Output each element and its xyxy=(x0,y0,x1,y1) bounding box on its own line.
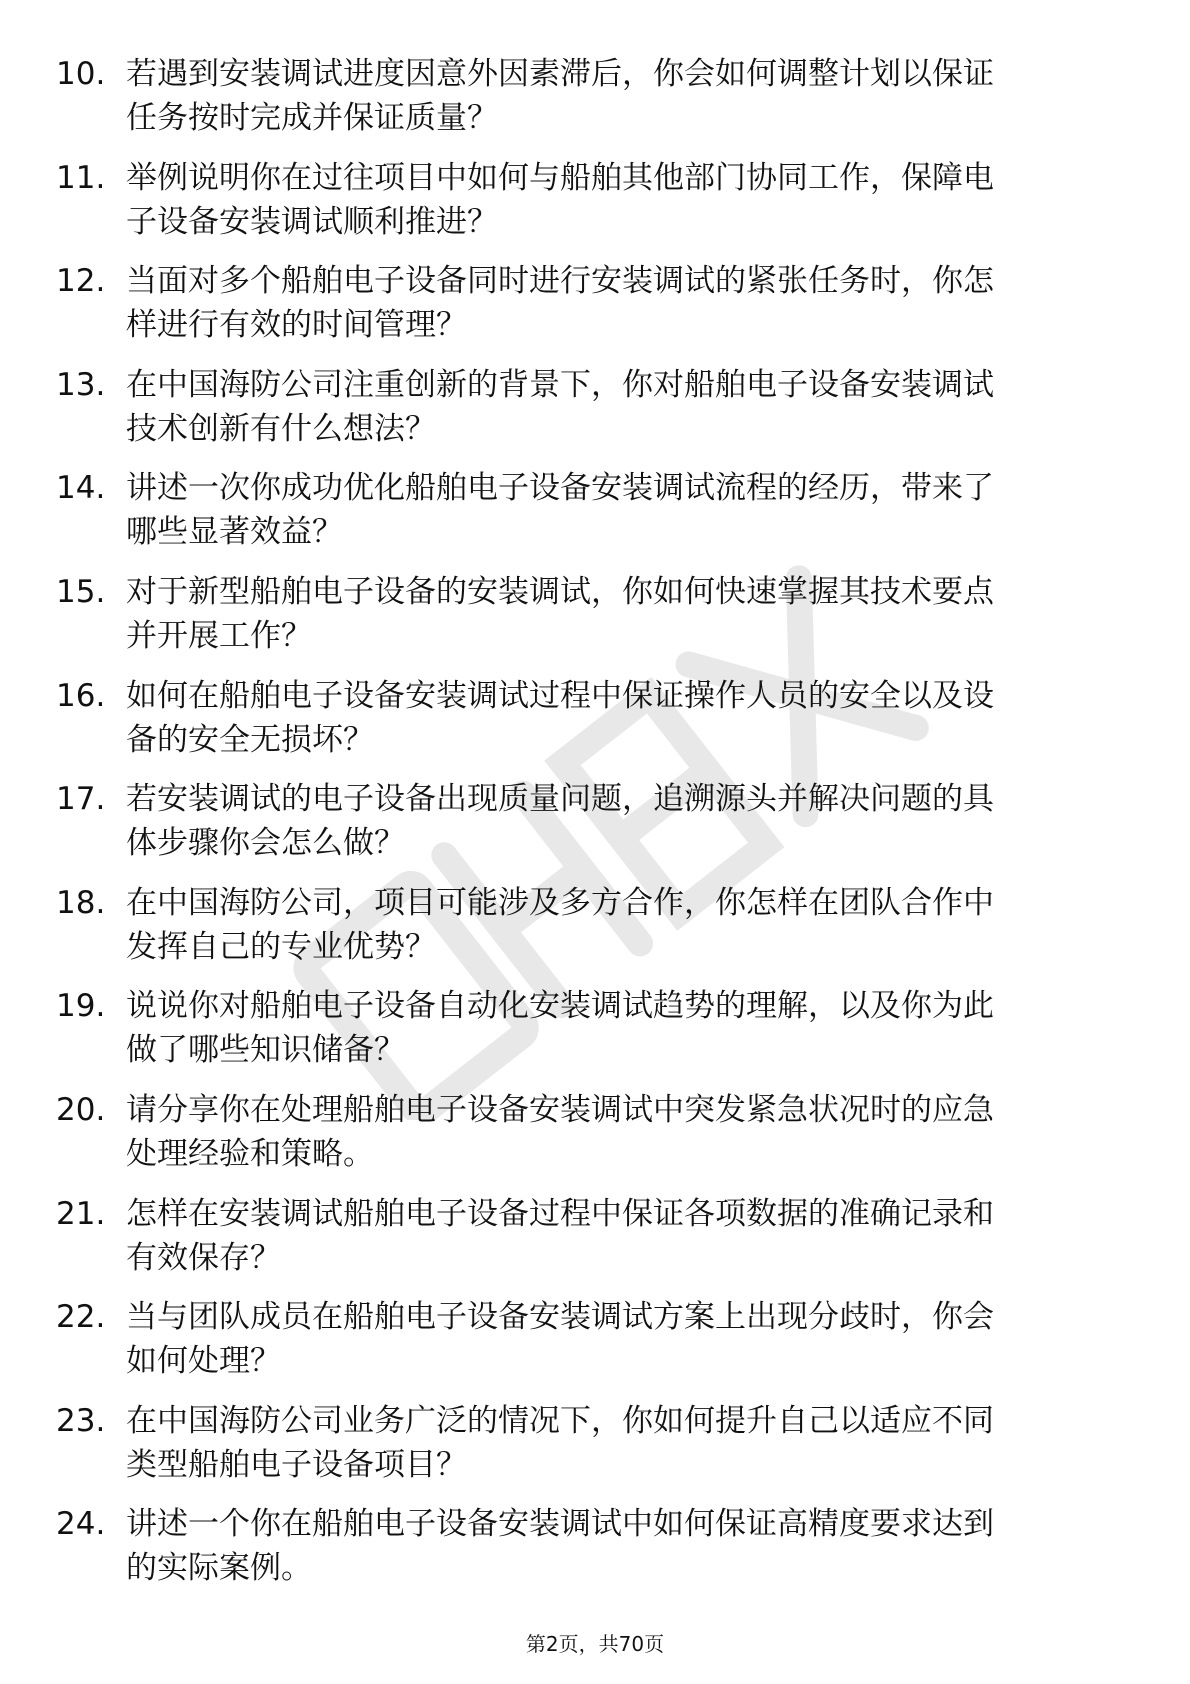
question-line: 技术创新有什么想法？ xyxy=(126,410,436,447)
question-line: 做了哪些知识储备？ xyxy=(126,1032,405,1069)
question-line: 在中国海防公司注重创新的背景下，你对船舶电子设备安装调试 xyxy=(126,366,994,403)
question-number: 24. xyxy=(56,1506,106,1543)
question-number: 12. xyxy=(56,263,106,300)
question-text xyxy=(126,1088,1126,1176)
question-line: 在中国海防公司，项目可能涉及多方合作，你怎样在团队合作中 xyxy=(126,884,994,921)
question-number: 21. xyxy=(56,1195,106,1232)
question-item xyxy=(0,984,1190,1088)
question-text xyxy=(126,259,1126,347)
question-text xyxy=(126,1399,1126,1487)
question-item xyxy=(0,1088,1190,1192)
question-item xyxy=(0,1502,1190,1606)
question-number: 11. xyxy=(56,159,106,196)
question-line: 发挥自己的专业优势？ xyxy=(126,928,436,965)
question-number: 10. xyxy=(56,56,106,92)
question-line: 任务按时完成并保证质量？ xyxy=(126,100,498,136)
question-number: 22. xyxy=(56,1299,106,1336)
question-number: 23. xyxy=(56,1402,106,1439)
question-item xyxy=(0,1295,1190,1399)
question-number: 15. xyxy=(56,573,106,610)
question-text xyxy=(126,674,1126,762)
question-item xyxy=(0,363,1190,467)
question-line: 讲述一次你成功优化船舶电子设备安装调试流程的经历，带来了 xyxy=(126,470,994,507)
question-line: 子设备安装调试顺利推进？ xyxy=(126,203,498,240)
question-item xyxy=(0,1399,1190,1503)
question-line: 如何在船舶电子设备安装调试过程中保证操作人员的安全以及设 xyxy=(126,677,994,714)
question-line: 怎样在安装调试船舶电子设备过程中保证各项数据的准确记录和 xyxy=(126,1195,994,1232)
question-line: 举例说明你在过往项目中如何与船舶其他部门协同工作，保障电 xyxy=(126,159,994,196)
question-item xyxy=(0,674,1190,778)
question-number: 20. xyxy=(56,1091,106,1128)
question-line: 类型船舶电子设备项目？ xyxy=(126,1446,467,1483)
question-text xyxy=(126,1295,1126,1383)
question-text xyxy=(126,570,1126,658)
question-text xyxy=(126,984,1126,1072)
question-line: 当面对多个船舶电子设备同时进行安装调试的紧张任务时，你怎 xyxy=(126,263,994,300)
question-text xyxy=(126,156,1126,244)
question-text xyxy=(126,881,1126,969)
question-line: 有效保存？ xyxy=(126,1239,281,1276)
question-list xyxy=(0,52,1190,1606)
question-line: 说说你对船舶电子设备自动化安装调试趋势的理解，以及你为此 xyxy=(126,988,994,1025)
question-line: 样进行有效的时间管理？ xyxy=(126,307,467,344)
question-text xyxy=(126,363,1126,451)
question-line: 如何处理？ xyxy=(126,1343,281,1380)
question-line: 在中国海防公司业务广泛的情况下，你如何提升自己以适应不同 xyxy=(126,1402,994,1439)
question-text xyxy=(126,1192,1126,1280)
question-line: 的实际案例。 xyxy=(126,1550,312,1587)
question-text xyxy=(126,777,1126,865)
question-line: 对于新型船舶电子设备的安装调试，你如何快速掌握其技术要点 xyxy=(126,573,994,610)
question-number: 19. xyxy=(56,988,106,1025)
question-number: 16. xyxy=(56,677,106,714)
question-number: 18. xyxy=(56,884,106,921)
question-item xyxy=(0,881,1190,985)
question-number: 17. xyxy=(56,781,106,818)
page-footer: 第2页，共70页 xyxy=(525,1632,665,1656)
question-line: 并开展工作？ xyxy=(126,617,312,654)
question-item xyxy=(0,52,1190,156)
question-item xyxy=(0,570,1190,674)
question-line: 当与团队成员在船舶电子设备安装调试方案上出现分歧时，你会 xyxy=(126,1299,994,1336)
question-number: 13. xyxy=(56,366,106,403)
question-line: 哪些显著效益？ xyxy=(126,514,343,551)
question-number: 14. xyxy=(56,470,106,507)
question-text xyxy=(126,1502,1126,1590)
question-line: 若遇到安装调试进度因意外因素滞后，你会如何调整计划以保证 xyxy=(126,56,994,92)
question-line: 处理经验和策略。 xyxy=(126,1135,374,1172)
question-line: 若安装调试的电子设备出现质量问题，追溯源头并解决问题的具 xyxy=(126,781,994,818)
question-item xyxy=(0,259,1190,363)
question-line: 请分享你在处理船舶电子设备安装调试中突发紧急状况时的应急 xyxy=(126,1091,994,1128)
question-line: 体步骤你会怎么做？ xyxy=(126,825,405,862)
question-item xyxy=(0,466,1190,570)
question-item xyxy=(0,777,1190,881)
question-text xyxy=(126,52,1126,140)
question-line: 讲述一个你在船舶电子设备安装调试中如何保证高精度要求达到 xyxy=(126,1506,994,1543)
question-item xyxy=(0,156,1190,260)
question-item xyxy=(0,1192,1190,1296)
question-line: 备的安全无损坏？ xyxy=(126,721,374,758)
question-text xyxy=(126,466,1126,554)
